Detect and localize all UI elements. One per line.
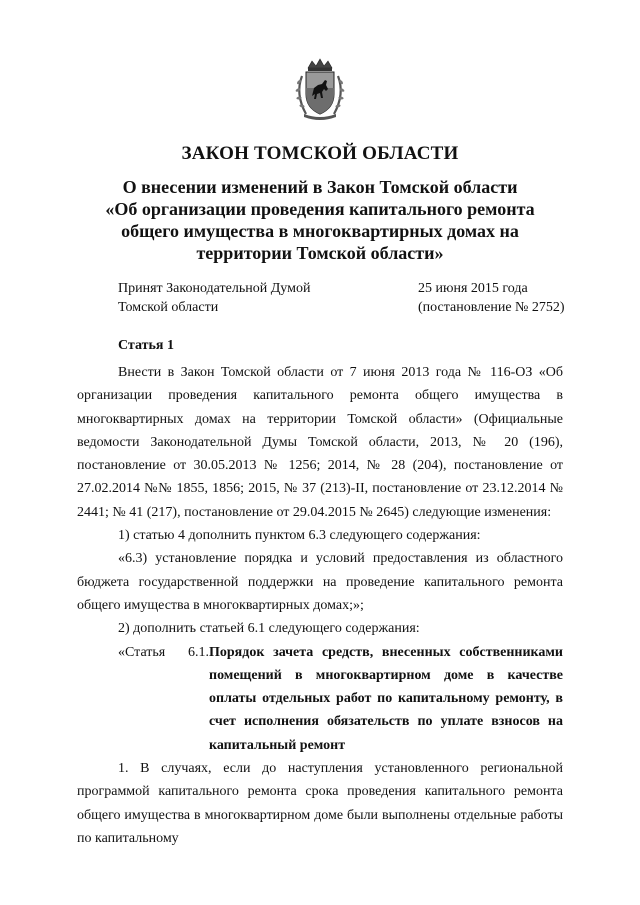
- resolution-number: (постановление № 2752): [418, 300, 565, 315]
- paragraph: «6.3) установление порядка и условий предоставления из областного бюджета государственной поддержки на проведение капитального ремонта общего имущества в многоквартирных домах;»;: [77, 551, 563, 613]
- adoption-date: [418, 279, 565, 317]
- law-subtitle: [60, 176, 580, 264]
- inserted-article-heading: [77, 641, 563, 757]
- inserted-article-title: Порядок зачета средств, внесенных собственниками помещений в многоквартирном доме в качестве оплаты отдельных работ по капитальному ремонту, в счет исполнения обязательств по уплате взносов на капитальный ремонт: [209, 644, 563, 753]
- paragraph: 1) статью 4 дополнить пунктом 6.3 следующего содержания:: [118, 528, 481, 544]
- paragraph: 1. В случаях, если до наступления установленного региональной программой капитального ремонта срока проведения капитального ремонта общего имущества в многоквартирном доме были выполнены отдельные работы по капитальному: [77, 761, 563, 846]
- coat-of-arms-emblem-icon: [292, 58, 348, 122]
- paragraph: Внести в Закон Томской области от 7 июня 2013 года № 116-ОЗ «Об организации проведения капитального ремонта общего имущества в многоквартирных домах на территории Томской области» (Официальные ведомости Законодательной Думы Томской области, 2013, № 20 (196), постановление от 30.05.2013 № 1256; 2014, № 28 (204), постановление от 27.02.2014 №№ 1855, 1856; 2015, № 37 (213)-II, постановление от 23.12.2014 № 2441; № 41 (217), постановление от 29.04.2015 № 2645) следующие изменения:: [77, 365, 563, 520]
- article-heading: Статья 1: [118, 338, 174, 353]
- adopted-by: [118, 279, 310, 317]
- adoption-date-line: 25 июня 2015 года: [418, 281, 528, 296]
- adopted-by-line: Томской области: [118, 300, 219, 315]
- subtitle-line: общего имущества в многоквартирных домах на: [121, 221, 519, 241]
- inserted-article-label: «Статья 6.1.: [118, 644, 209, 660]
- subtitle-line: территории Томской области»: [196, 243, 444, 263]
- subtitle-line: О внесении изменений в Закон Томской области: [122, 177, 518, 197]
- law-title: ЗАКОН ТОМСКОЙ ОБЛАСТИ: [181, 143, 459, 164]
- paragraph: 2) дополнить статьей 6.1 следующего содержания:: [118, 621, 420, 637]
- article-body: [77, 361, 563, 850]
- adopted-by-line: Принят Законодательной Думой: [118, 281, 311, 296]
- subtitle-line: «Об организации проведения капитального ремонта: [105, 199, 535, 219]
